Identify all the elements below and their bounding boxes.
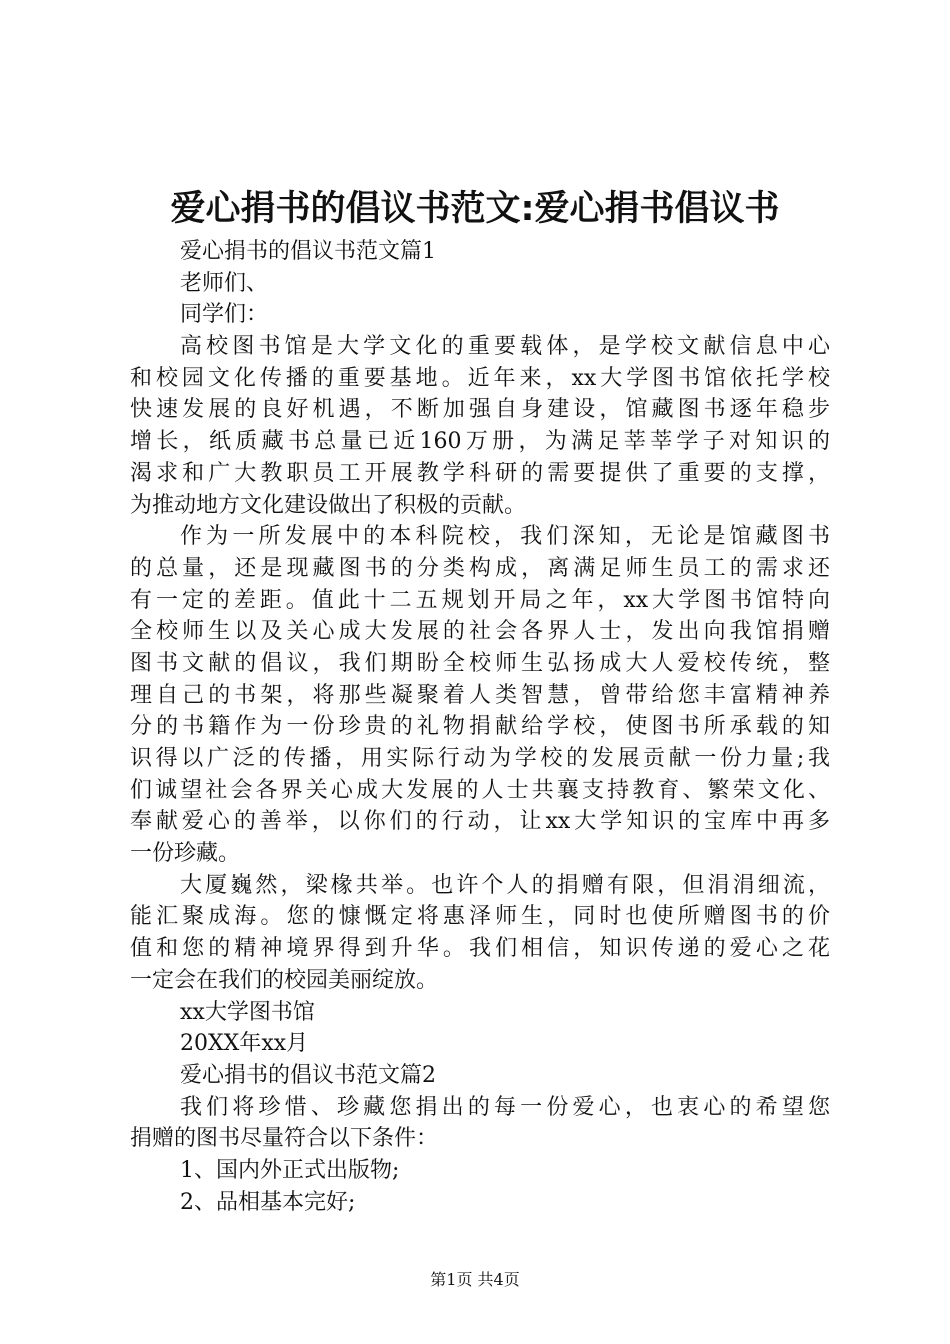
text-line: 图书文献的倡议，我们期盼全校师生弘扬成大人爱校传统，整 <box>130 650 830 676</box>
text-line: 为推动地方文化建设做出了积极的贡献。 <box>130 492 527 518</box>
text-line: 我们将珍惜、珍藏您捐出的每一份爱心，也衷心的希望您 <box>180 1094 830 1120</box>
text-line: xx大学图书馆 <box>180 999 315 1025</box>
text-line: 和校园文化传播的重要基地。近年来，xx大学图书馆依托学校 <box>130 365 830 391</box>
text-line: 增长，纸质藏书总量已近160万册，为满足莘莘学子对知识的 <box>130 429 830 455</box>
text-line: 1、国内外正式出版物; <box>180 1157 400 1183</box>
text-line: 渴求和广大教职员工开展教学科研的需要提供了重要的支撑， <box>130 460 830 486</box>
text-line: 作为一所发展中的本科院校，我们深知，无论是馆藏图书 <box>180 524 830 550</box>
page-footer: 第1页 共4页 <box>430 1270 520 1289</box>
text-line: 能汇聚成海。您的慷慨定将惠泽师生，同时也使所赠图书的价 <box>130 904 830 930</box>
text-line: 一份珍藏。 <box>130 841 241 867</box>
text-line: 全校师生以及关心成大发展的社会各界人士，发出向我馆捐赠 <box>130 619 830 645</box>
text-line: 值和您的精神境界得到升华。我们相信，知识传递的爱心之花 <box>130 936 830 962</box>
text-line: 分的书籍作为一份珍贵的礼物捐献给学校，使图书所承载的知 <box>130 714 830 740</box>
text-line: 20XX年xx月 <box>180 1031 309 1057</box>
text-line: 奉献爱心的善举，以你们的行动，让xx大学知识的宝库中再多 <box>130 809 830 835</box>
text-line: 大厦巍然，梁椽共举。也许个人的捐赠有限，但涓涓细流， <box>180 872 830 898</box>
text-line: 的总量，还是现藏图书的分类构成，离满足师生员工的需求还 <box>130 555 830 581</box>
text-line: 理自己的书架，将那些凝聚着人类智慧，曾带给您丰富精神养 <box>130 682 830 708</box>
text-line: 爱心捐书的倡议书范文篇2 <box>180 1062 436 1088</box>
text-line: 识得以广泛的传播，用实际行动为学校的发展贡献一份力量;我 <box>130 746 830 771</box>
text-line: 老师们、 <box>180 270 269 296</box>
text-line: 有一定的差距。值此十二五规划开局之年，xx大学图书馆特向 <box>130 587 830 613</box>
document-title: 爱心捐书的倡议书范文:爱心捐书倡议书 <box>170 189 780 229</box>
text-line: 快速发展的良好机遇，不断加强自身建设，馆藏图书逐年稳步 <box>130 397 830 423</box>
text-line: 高校图书馆是大学文化的重要载体，是学校文献信息中心 <box>180 334 830 360</box>
text-line: 们诚望社会各界关心成大发展的人士共襄支持教育、繁荣文化、 <box>130 777 830 803</box>
text-line: 同学们： <box>180 302 269 328</box>
text-line: 2、品相基本完好; <box>180 1189 356 1215</box>
text-line: 爱心捐书的倡议书范文篇1 <box>180 239 436 264</box>
text-line: 一定会在我们的校园美丽绽放。 <box>130 967 439 993</box>
text-line: 捐赠的图书尽量符合以下条件： <box>130 1126 439 1152</box>
document-body <box>130 236 830 1218</box>
